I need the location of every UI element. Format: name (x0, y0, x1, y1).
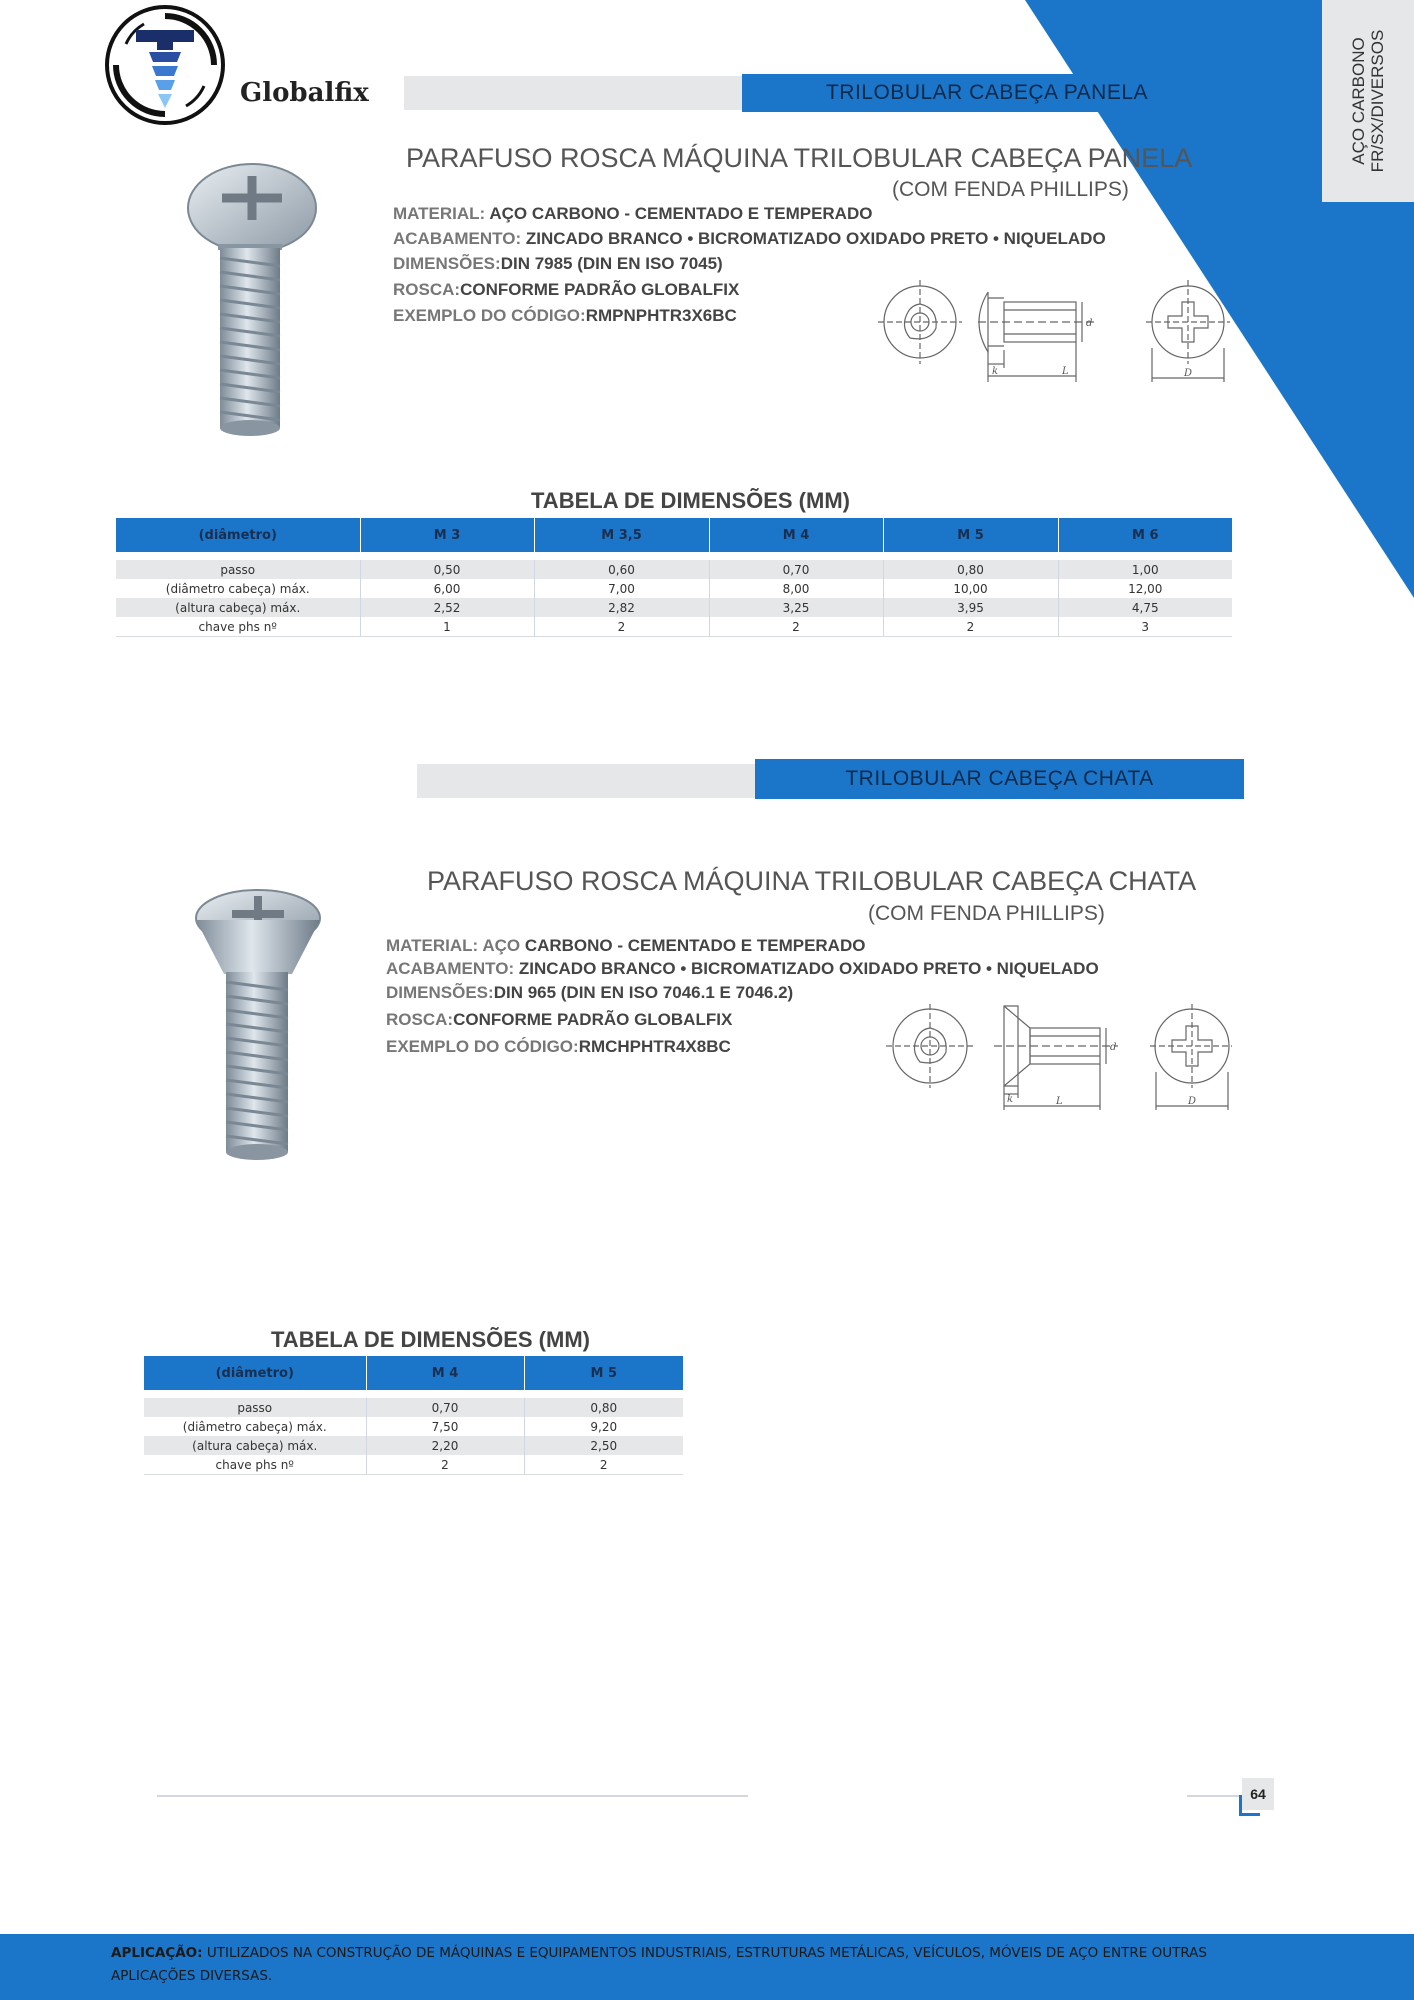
table-header: M 6 (1058, 518, 1232, 552)
table-cell: 1 (360, 617, 534, 637)
table-cell: 7,00 (534, 579, 709, 598)
label-l-1: L (1062, 366, 1069, 377)
spec-code-example-1: EXEMPLO DO CÓDIGO:RMPNPHTR3X6BC (393, 306, 737, 325)
table-cell: 12,00 (1058, 579, 1232, 598)
spec-material-1: MATERIAL: AÇO CARBONO - CEMENTADO E TEMPERADO (393, 204, 873, 223)
category-line-2: FR/SX/DIVERSOS (1368, 29, 1387, 173)
table-cell: 2,52 (360, 598, 534, 617)
table-cell: passo (116, 560, 360, 579)
table-cell: (diâmetro cabeça) máx. (165, 581, 310, 596)
table-cell: 3,95 (883, 598, 1058, 617)
table-cell: chave phs nº (116, 617, 360, 637)
table-cell: 8,00 (709, 579, 883, 598)
brand-name: Globalfix (240, 78, 369, 108)
spec-finish-1: ACABAMENTO: ZINCADO BRANCO • BICROMATIZADO OXIDADO PRETO • NIQUELADO (393, 229, 1106, 248)
table-cell: 0,70 (366, 1398, 524, 1417)
dimension-table-title-1: TABELA DE DIMENSÕES (MM) (531, 488, 850, 513)
table-cell: 2 (366, 1455, 524, 1475)
table-cell: 2 (883, 617, 1058, 637)
spec-code-example-2: EXEMPLO DO CÓDIGO:RMCHPHTR4X8BC (386, 1037, 731, 1056)
product-title-1: PARAFUSO ROSCA MÁQUINA TRILOBULAR CABEÇA PANELA (406, 143, 1193, 173)
table-row (144, 1436, 683, 1455)
table-cell: 0,80 (524, 1398, 683, 1417)
table-cell: 9,20 (524, 1417, 683, 1436)
category-side-tab (1322, 0, 1414, 202)
label-d-1: d (1086, 318, 1093, 329)
footer-text: UTILIZADOS NA CONSTRUÇÃO DE MÁQUINAS E EQUIPAMENTOS INDUSTRIAIS, ESTRUTURAS METÁLICAS, VEÍCULOS, MÓVEIS DE AÇO ENTRE OUTRAS APLICAÇÕES DIVERSAS. (111, 1945, 1207, 1984)
table-cell: (altura cabeça) máx. (144, 1436, 366, 1455)
technical-drawing-1 (878, 278, 1230, 384)
table-header: (diâmetro) (116, 518, 360, 552)
table-header: M 4 (709, 518, 883, 552)
table-cell: 3,25 (709, 598, 883, 617)
spec-material-2: MATERIAL: AÇO CARBONO - CEMENTADO E TEMPERADO (386, 936, 866, 955)
table-cell: 0,70 (709, 560, 883, 579)
table-header: M 4 (366, 1356, 524, 1390)
table-row (144, 1455, 683, 1475)
dimension-table-2 (144, 1356, 683, 1475)
table-row (144, 1398, 683, 1417)
table-row (116, 598, 1232, 617)
table-cell: 1,00 (1058, 560, 1232, 579)
spec-thread-2: ROSCA:CONFORME PADRÃO GLOBALFIX (386, 1010, 733, 1029)
product-subtitle-2: (COM FENDA PHILLIPS) (868, 902, 1105, 925)
spec-dimensions-1: DIMENSÕES:DIN 7985 (DIN EN ISO 7045) (393, 254, 723, 273)
label-k-2: k (1007, 1094, 1014, 1105)
table-cell: 3 (1058, 617, 1232, 637)
table-cell: 10,00 (883, 579, 1058, 598)
table-cell: 2,20 (366, 1436, 524, 1455)
label-D-1: D (1184, 368, 1193, 379)
table-cell: 0,60 (534, 560, 709, 579)
spec-finish-2: ACABAMENTO: ZINCADO BRANCO • BICROMATIZADO OXIDADO PRETO • NIQUELADO (386, 959, 1099, 978)
label-D-2: D (1188, 1096, 1197, 1107)
table-cell: 4,75 (1058, 598, 1232, 617)
page-number: 64 (1242, 1778, 1274, 1810)
table-header: M 3,5 (534, 518, 709, 552)
table-header: M 3 (360, 518, 534, 552)
dimension-table-title-2: TABELA DE DIMENSÕES (MM) (271, 1327, 590, 1352)
table-cell: (diâmetro cabeça) máx. (182, 1419, 327, 1434)
pan-head-screw-photo (176, 158, 326, 440)
table-cell: 6,00 (360, 579, 534, 598)
footer-label: APLICAÇÃO: (111, 1945, 203, 1961)
category-line-1: AÇO CARBONO (1349, 37, 1368, 165)
label-k-1: k (992, 366, 999, 377)
table-header: M 5 (883, 518, 1058, 552)
spec-dimensions-2: DIMENSÕES:DIN 965 (DIN EN ISO 7046.1 E 7046.2) (386, 983, 794, 1002)
section-banner-2: TRILOBULAR CABEÇA CHATA (755, 759, 1244, 799)
flat-head-screw-photo (188, 884, 326, 1164)
table-cell: 2,82 (534, 598, 709, 617)
table-cell: (altura cabeça) máx. (116, 598, 360, 617)
product-title-2: PARAFUSO ROSCA MÁQUINA TRILOBULAR CABEÇA CHATA (427, 866, 1197, 896)
banner-grey-bar-1 (404, 76, 742, 110)
label-d-2: d (1110, 1042, 1117, 1053)
dimension-table-1 (116, 518, 1232, 637)
table-row (116, 560, 1232, 579)
table-cell: 0,50 (360, 560, 534, 579)
table-cell: chave phs nº (144, 1455, 366, 1475)
page-number-line (1187, 1795, 1241, 1797)
table-cell: 2 (534, 617, 709, 637)
table-cell: 2 (709, 617, 883, 637)
spec-thread-1: ROSCA:CONFORME PADRÃO GLOBALFIX (393, 280, 740, 299)
table-cell: 2 (524, 1455, 683, 1475)
technical-drawing-2 (886, 1000, 1232, 1112)
table-cell: 2,50 (524, 1436, 683, 1455)
table-row (116, 579, 1232, 598)
table-cell: passo (144, 1398, 366, 1417)
table-cell: 0,80 (883, 560, 1058, 579)
footer-divider-line (157, 1795, 748, 1797)
table-header: (diâmetro) (144, 1356, 366, 1390)
table-row (116, 617, 1232, 637)
label-l-2: L (1056, 1096, 1063, 1107)
table-header: M 5 (524, 1356, 683, 1390)
section-banner-1: TRILOBULAR CABEÇA PANELA (742, 74, 1232, 112)
globalfix-logo-icon (104, 4, 226, 126)
table-row (144, 1417, 683, 1436)
product-subtitle-1: (COM FENDA PHILLIPS) (892, 178, 1129, 201)
application-footer (0, 1934, 1414, 2000)
banner-grey-bar-2 (417, 764, 755, 798)
table-cell: 7,50 (366, 1417, 524, 1436)
